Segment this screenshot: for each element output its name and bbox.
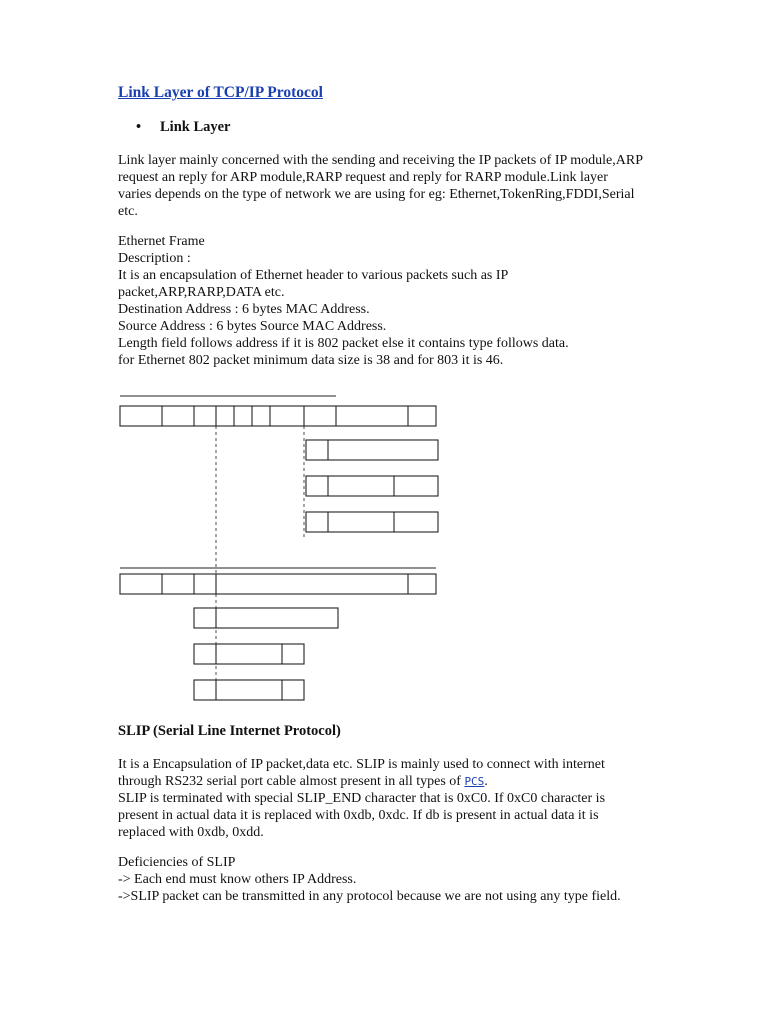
slip-line: present in actual data it is replaced with 0xdb, 0xdc. If db is present in actual data it is: [118, 808, 599, 823]
bullet-label: Link Layer: [160, 119, 231, 135]
intro-line: Link layer mainly concerned with the sending and receiving the IP packets of IP module,ARP: [118, 153, 643, 168]
slip-line: replaced with 0xdb, 0xdd.: [118, 825, 264, 840]
ip-datagram-802: [306, 440, 438, 460]
ethernet-line: Source Address : 6 bytes Source MAC Address.: [118, 319, 387, 334]
ethernet-line: Ethernet Frame: [118, 234, 205, 249]
arp-packet-802: [306, 476, 438, 496]
intro-line: request an reply for ARP module,RARP request and reply for RARP module.Link layer: [118, 170, 608, 185]
deficiency-line: Deficiencies of SLIP: [118, 855, 236, 870]
pcs-link[interactable]: PCS: [464, 775, 485, 788]
bullet-item: [136, 119, 231, 136]
arp-packet-ethernet: [194, 644, 304, 664]
ethernet-paragraph: [118, 233, 658, 369]
frame-layout-ethernet: [120, 568, 436, 594]
ethernet-line: packet,ARP,RARP,DATA etc.: [118, 285, 285, 300]
intro-line: etc.: [118, 204, 138, 219]
ethernet-frame-diagram: [118, 388, 448, 708]
ethernet-line: Destination Address : 6 bytes MAC Address.: [118, 302, 370, 317]
ethernet-line: It is an encapsulation of Ethernet header to various packets such as IP: [118, 268, 509, 283]
slip-line: SLIP is terminated with special SLIP_END character that is 0xC0. If 0xC0 character is: [118, 791, 606, 806]
ethernet-line: Length field follows address if it is 802 packet else it contains type follows data.: [118, 336, 569, 351]
slip-line-suffix: .: [484, 774, 488, 789]
rarp-packet-802: [306, 512, 438, 532]
deficiency-line: ->SLIP packet can be transmitted in any protocol because we are not using any type field.: [118, 889, 621, 904]
bullet-dot: •: [136, 119, 142, 135]
slip-line: [118, 773, 658, 790]
deficiency-line: -> Each end must know others IP Address.: [118, 872, 357, 887]
slip-heading: SLIP (Serial Line Internet Protocol): [118, 723, 341, 739]
slip-paragraph: [118, 756, 658, 841]
frame-layout-802: [120, 396, 436, 426]
intro-paragraph: [118, 152, 658, 220]
page-title[interactable]: Link Layer of TCP/IP Protocol: [118, 84, 323, 101]
slip-line: It is a Encapsulation of IP packet,data etc. SLIP is mainly used to connect with internet: [118, 757, 605, 772]
ethernet-line: for Ethernet 802 packet minimum data size is 38 and for 803 it is 46.: [118, 353, 504, 368]
ethernet-line: Description :: [118, 251, 191, 266]
ip-datagram-ethernet: [194, 608, 338, 628]
intro-line: varies depends on the type of network we are using for eg: Ethernet,TokenRing,FDDI,Serial: [118, 187, 635, 202]
deficiencies-paragraph: [118, 854, 658, 905]
dashed-guides: [216, 426, 304, 688]
slip-line-prefix: through RS232 serial port cable almost present in all types of: [118, 774, 465, 789]
rarp-packet-ethernet: [194, 680, 304, 700]
